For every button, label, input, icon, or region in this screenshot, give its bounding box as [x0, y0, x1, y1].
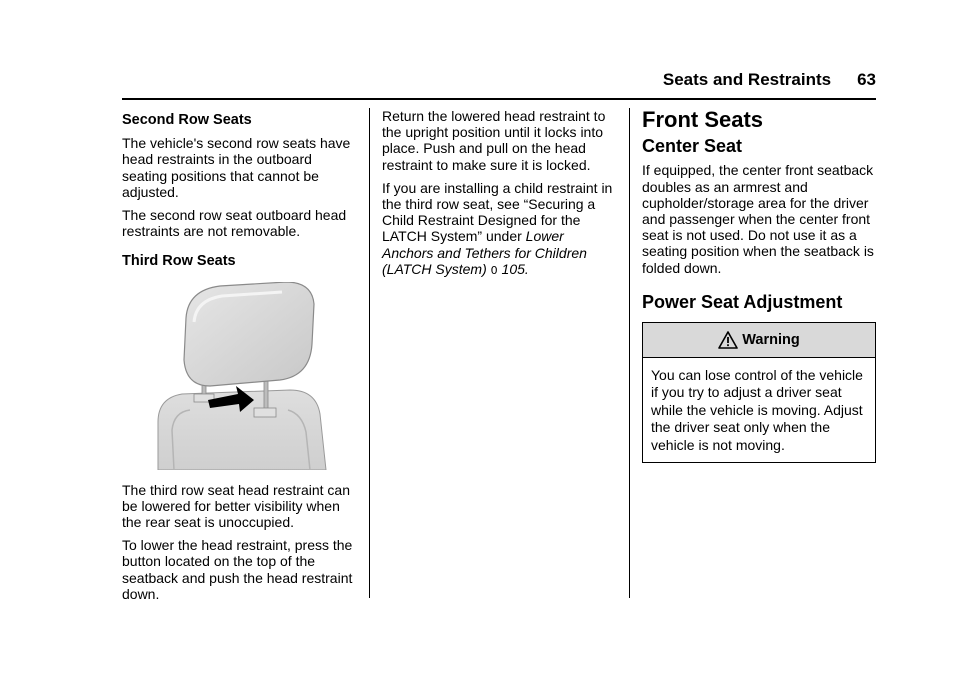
page-ref-number: 105.: [501, 260, 529, 277]
page-ref-symbol: 0: [490, 263, 498, 277]
running-header: [600, 70, 876, 94]
column-divider: [369, 108, 370, 598]
warning-title: Warning: [742, 331, 800, 348]
heading-power-seat-adjustment: Power Seat Adjustment: [642, 291, 843, 312]
warning-box: [642, 322, 876, 463]
warning-text: You can lose control of the vehicle if you try to adjust a driver seat while the vehicle is moving. Adjust the driver seat only when the vehicle is not moving.: [651, 367, 863, 453]
heading-second-row-seats: Second Row Seats: [122, 112, 252, 128]
column-divider: [629, 108, 630, 598]
page-number: 63: [857, 70, 876, 89]
cross-reference-link[interactable]: Lower Anchors and Tethers for Children (LATCH System): [382, 228, 587, 277]
header-rule: [122, 98, 876, 100]
heading-front-seats: Front Seats: [642, 107, 764, 132]
paragraph: The vehicle's second row seats have head restraints in the outboard seating positions that cannot be adjusted.: [122, 135, 351, 200]
section-title: Seats and Restraints: [662, 70, 832, 89]
heading-center-seat: Center Seat: [642, 136, 743, 157]
heading-third-row-seats: Third Row Seats: [122, 253, 236, 270]
column-2: [382, 108, 616, 286]
head-restraint-figure: [150, 282, 332, 470]
paragraph: To lower the head restraint, press the button located on the top of the seatback and push the head restraint down.: [122, 537, 353, 602]
paragraph-text: If you are installing a child restraint in the third row seat, see “Securing a Child Restraint Designed for the LATCH System” under: [382, 179, 613, 245]
warning-header: [643, 323, 875, 358]
warning-icon: [718, 331, 738, 349]
column-1: [122, 108, 358, 609]
paragraph: The third row seat head restraint can be lowered for better visibility when the rear seat is unoccupied.: [122, 481, 351, 531]
column-3: [642, 108, 876, 463]
paragraph: The second row seat outboard head restraints are not removable.: [122, 207, 347, 240]
paragraph: If equipped, the center front seatback doubles as an armrest and cupholder/storage area for the driver and passenger when the center front seat is not used. Do not use it as a seating position when the seatback is folded down.: [642, 162, 874, 276]
paragraph: [382, 180, 616, 279]
paragraph: Return the lowered head restraint to the upright position until it locks into place. Push and pull on the head restraint to make sure it is locked.: [382, 108, 606, 173]
